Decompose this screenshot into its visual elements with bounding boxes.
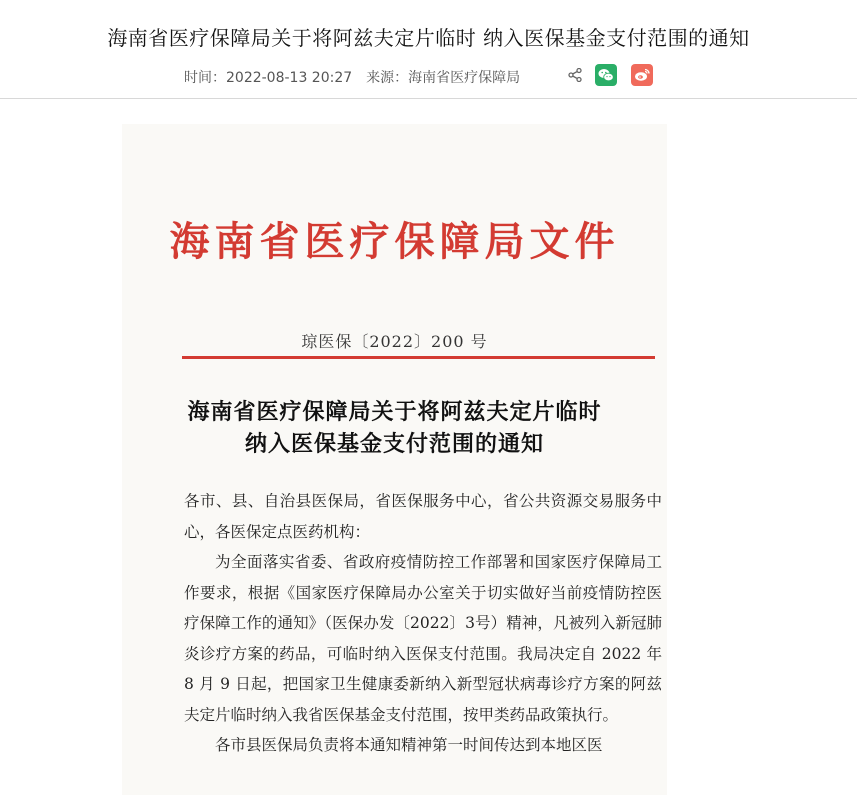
article-title: 海南省医疗保障局关于将阿兹夫定片临时 纳入医保基金支付范围的通知 (107, 26, 750, 50)
document-title-line1: 海南省医疗保障局关于将阿兹夫定片临时 (187, 399, 602, 425)
document-image (122, 124, 667, 795)
wechat-icon[interactable] (595, 64, 617, 86)
header-divider (0, 98, 857, 99)
share-icon[interactable] (566, 66, 584, 84)
document-paragraph-2: 各市县医保局负责将本通知精神第一时间传达到本地区医 (215, 736, 603, 754)
weibo-icon[interactable] (631, 64, 653, 86)
document-number: 琼医保〔2022〕200 号 (301, 332, 488, 351)
document-header: 海南省医疗保障局文件 (169, 218, 620, 265)
article-source: 来源：海南省医疗保障局 (366, 70, 521, 86)
document-paragraph-1: 为全面落实省委、省政府疫情防控工作部署和国家医疗保障局工作要求，根据《国家医疗保障局办公室关于切实做好当前疫情防控医疗保障工作的通知》（医保办发〔2022〕3号）精神，凡被列入新冠肺炎诊疗方案的药品，可临时纳入医保支付范围。我局决定自 2022 年 8 月 9 日起，把国家卫生健康委新纳入新型冠状病毒诊疗方案的阿兹夫定片临时纳入我省医保基金支付范围，按甲类药品政策执行。 (184, 553, 662, 724)
article-meta (184, 66, 520, 88)
publish-time: 时间：2022-08-13 20:27 (184, 70, 353, 86)
document-title (122, 396, 667, 460)
document-title-line2: 纳入医保基金支付范围的通知 (244, 431, 544, 457)
share-bar (566, 64, 661, 86)
document-salutation: 各市、县、自治县医保局，省医保服务中心，省公共资源交易服务中心，各医保定点医药机构： (184, 492, 662, 541)
document-body (184, 486, 662, 761)
red-divider-line (182, 356, 655, 359)
